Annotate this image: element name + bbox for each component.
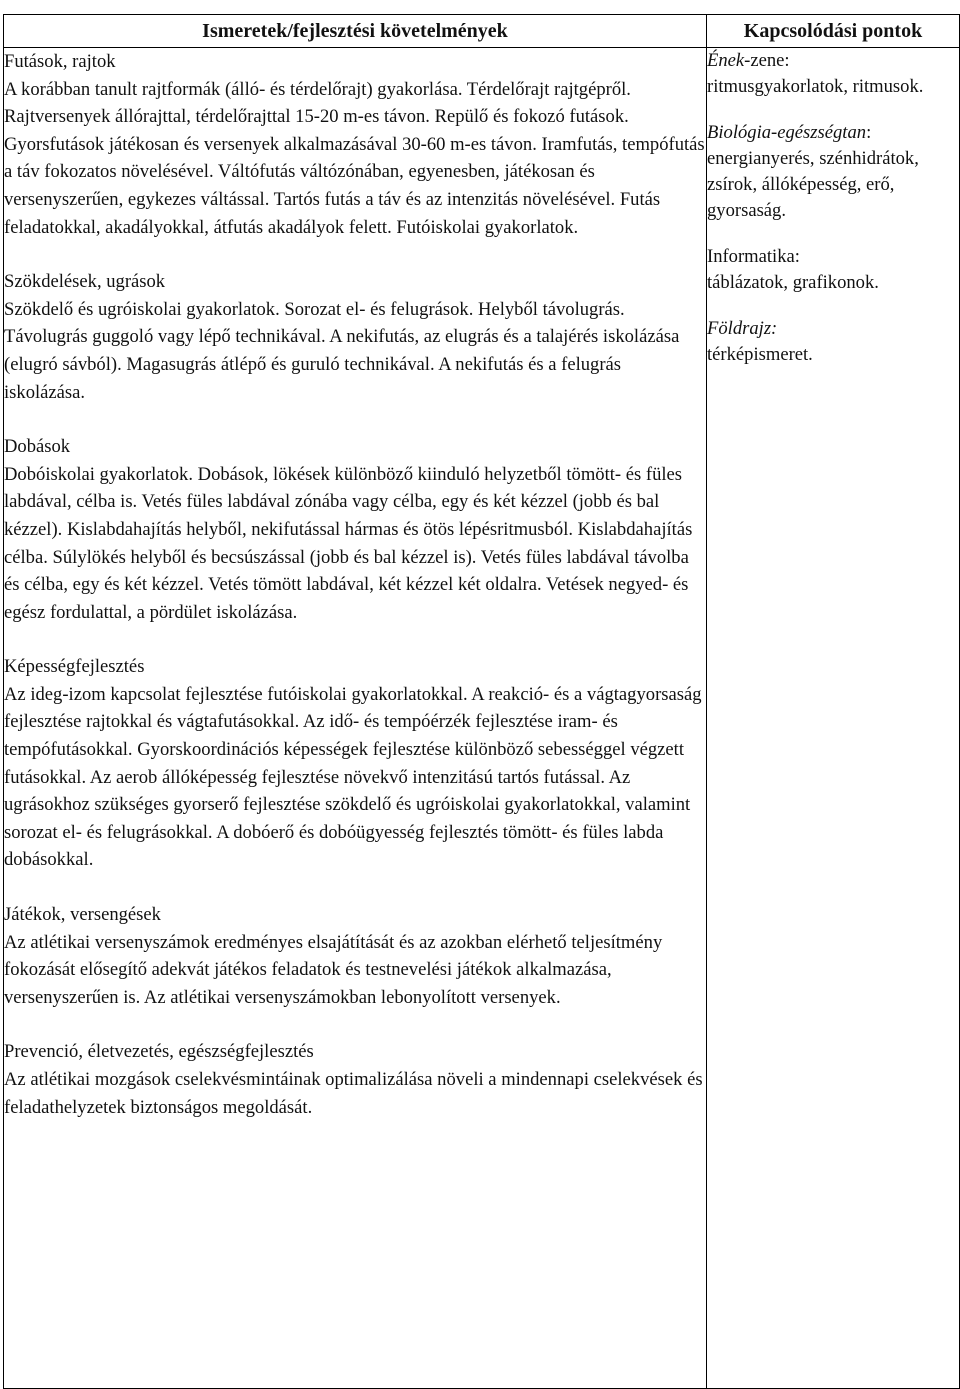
section-skills [4,653,706,874]
header-row [4,15,960,48]
connection-music [707,48,959,100]
connection-biology [707,120,959,224]
subject-suffix: Informatika: [707,246,800,267]
connection-body: ritmusgyakorlatok, ritmusok. [707,76,924,97]
section-body: Az atlétikai versenyszámok eredményes elsajátítását és az azokban elérhető teljesítmény fokozását elősegítő adekvát játékos feladatok és testnevelési játékok alkalmazása, versenyszerűen is. Az atlétikai versenyszámokban lebonyolított versenyek. [4,931,663,1008]
section-body: Az ideg-izom kapcsolat fejlesztése futóiskolai gyakorlatokkal. A reakció- és a vágtagyorsaság fejlesztése rajtokkal és vágtafutásokkal. Az idő- és tempóérzék fejlesztése iram- és tempófutásokkal. Gyorskoordinációs képességek fejlesztése különböző sebességgel végzett futásokkal. Az aerob állóképesség fejlesztése növekvő intenzitású tartós futással. Az ugrásokhoz szükséges gyorserő fejlesztése szökdelő és ugróiskolai gyakorlatokkal, valamint sorozat el- és felugrásokkal. A dobóerő és dobóügyesség fejlesztés tömött- és füles labda dobásokkal. [4,683,702,871]
section-title: Futások, rajtok [4,51,116,72]
requirements-cell [4,48,707,1389]
connection-subject [707,316,959,342]
connections-cell [707,48,960,1389]
subject-name: Biológia-egészségtan [707,122,867,143]
connection-body: energianyerés, szénhidrátok, zsírok, állóképesség, erő, gyorsaság. [707,148,919,221]
section-body: A korábban tanult rajtformák (álló- és térdelőrajt) gyakorlása. Térdelőrajt rajtgépről. Rajtversenyek állórajttal, térdelőrajttal 15-20 m-es távon. Repülő és fokozó futások. Gyorsfutások játékosan és versenyek alkalmazásával 30-60 m-es távon. Iramfutás, tempófutás a táv fokozatos növelésével. Váltófutás váltózónában, egyenesben, játékosan és versenyszerűen, egykezes váltással. Tartós futás a táv és az intenzitás növelésével. Futás feladatokkal, akadályokkal, átfutás akadályok felett. Futóiskolai gyakorlatok. [4,78,705,238]
section-title: Szökdelések, ugrások [4,271,166,293]
content-row [4,48,960,1389]
section-title: Dobások [4,436,71,458]
section-body: Dobóiskolai gyakorlatok. Dobások, lökések különböző kiinduló helyzetből tömött- és füles labdával, célba is. Vetés füles labdával zónába vagy célba, egy és két kézzel (jobb és bal kézzel). Kislabdahajítás helyből, nekifutással hármas és ötös lépésritmusból. Kislabdahajítás célba. Súlylökés helyből és becsúszással (jobb és bal kézzel is). Vetés füles labdával távolba és célba, egy és két kézzel. Vetés tömött labdával, két kézzel két oldalra. Vetések negyed- és egész fordulattal, a pördület iskolázása. [4,463,693,623]
curriculum-table [3,14,960,1389]
header-right: Kapcsolódási pontok [707,15,960,48]
connection-body: táblázatok, grafikonok. [707,272,879,293]
connection-subject [707,244,959,270]
section-title: Játékok, versengések [4,904,161,926]
section-prevention [4,1038,706,1121]
connection-subject [707,48,959,74]
subject-suffix: : [866,122,872,143]
section-games [4,901,706,1011]
header-left: Ismeretek/fejlesztési követelmények [4,15,707,48]
connection-geography [707,316,959,368]
section-throwing [4,433,706,626]
subject-suffix: -zene: [744,50,790,71]
section-body: Szökdelő és ugróiskolai gyakorlatok. Sorozat el- és felugrások. Helyből távolugrás. Távolugrás guggoló vagy lépő technikával. A nekifutás, az elugrás és a talajérés iskolázása (elugró sávból). Magasugrás átlépő és guruló technikával. A nekifutás és a felugrás iskolázása. [4,298,680,403]
section-jumping [4,268,706,406]
subject-name: Földrajz: [707,318,778,339]
section-running [4,48,706,241]
section-body: Az atlétikai mozgások cselekvésmintáinak optimalizálása növeli a mindennapi cselekvések és feladathelyzetek biztonságos megoldását. [4,1069,703,1118]
connection-informatics [707,244,959,296]
section-title: Prevenció, életvezetés, egészségfejlesztés [4,1041,314,1063]
section-title: Képességfejlesztés [4,656,145,678]
connection-body: térképismeret. [707,344,813,365]
subject-name: Ének [707,50,745,71]
connection-subject [707,120,959,146]
